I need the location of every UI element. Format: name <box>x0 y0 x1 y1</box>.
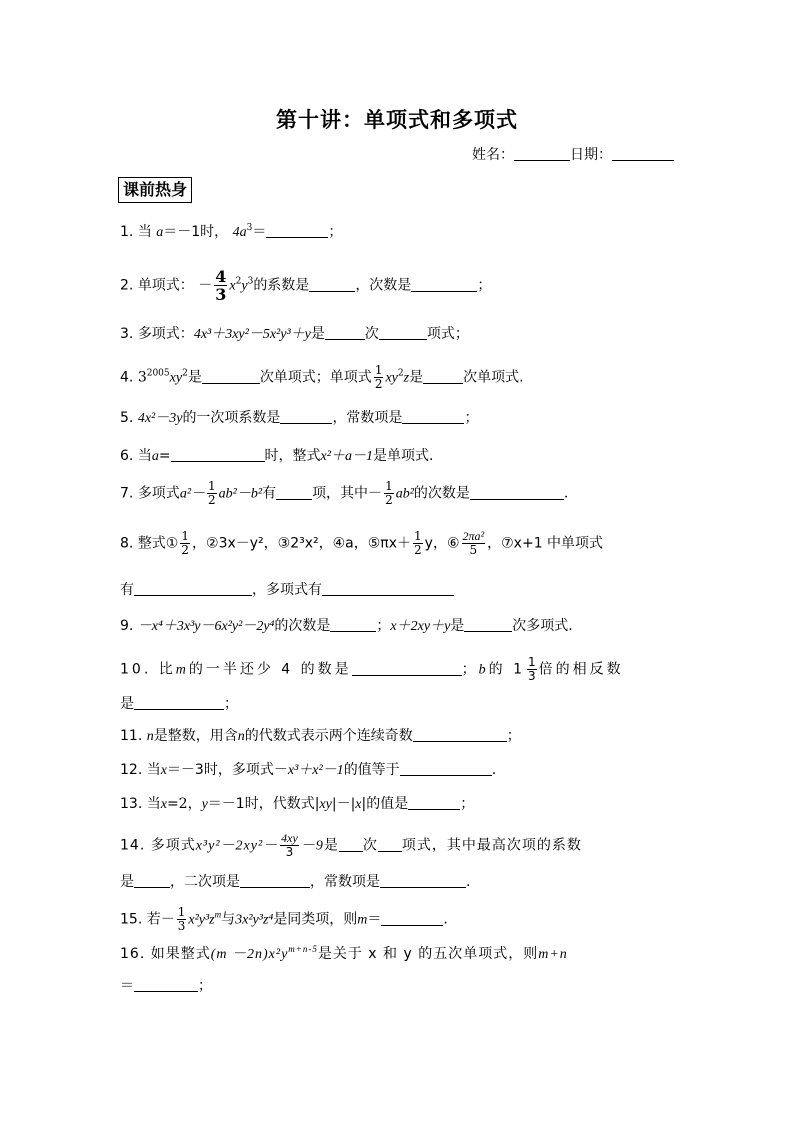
question-16-line-2: ＝ ； <box>120 978 212 994</box>
answer-blank[interactable] <box>280 409 332 424</box>
answer-blank[interactable] <box>464 617 512 632</box>
fraction: $\frac{1}{3}$ <box>528 655 536 683</box>
name-blank[interactable] <box>514 146 570 161</box>
answer-blank[interactable] <box>411 277 477 292</box>
question-10: 10. 比m的一半还少 4 的数是 ；b的 1 $\frac{1}{3}$ 倍的相反数 <box>120 655 624 683</box>
date-blank[interactable] <box>612 146 674 161</box>
answer-blank[interactable] <box>330 617 376 632</box>
question-3: 3. 多项式：4x³＋3xy²－5x²y³＋y是 次 项式； <box>120 326 469 342</box>
answer-blank[interactable] <box>380 873 466 888</box>
question-6: 6. 当a= 时，整式x²＋a－1是单项式. <box>120 448 434 464</box>
answer-blank[interactable] <box>378 837 402 852</box>
question-1: 1. 当 a＝－1时， $4a^3=$ ； <box>120 223 343 240</box>
question-8: 8. 整式① $\frac{1}{2}$ ，②3x－y²，③2³x²，④a，⑤πx＋ $\frac{1}{2}$ y，⑥ $\frac{\text{2πa²}}{5}$ ，⑦x+1 中单项式 <box>120 529 604 557</box>
answer-blank[interactable] <box>470 485 564 500</box>
answer-blank[interactable] <box>276 485 312 500</box>
question-14: 14. 多项式x³y²－2xy²－ $\frac{4xy}{3}$ －9是 次 项式，其中最高次项的系数 <box>120 831 582 859</box>
page-title: 第十讲：单项式和多项式 <box>276 108 518 132</box>
fraction: $\frac{4}{3}$ <box>215 267 227 304</box>
answer-blank[interactable] <box>339 837 363 852</box>
question-9: 9. －x⁴＋3x³y－6x²y²－2y⁴的次数是 ；x＋2xy＋y是 次多项式. <box>120 618 573 634</box>
answer-blank[interactable] <box>400 761 492 776</box>
question-13: 13. 当x=2，y＝－1时，代数式|xy|－|x|的值是 ； <box>120 796 475 812</box>
section-heading: 课前热身 <box>118 177 192 203</box>
answer-blank[interactable] <box>413 727 507 742</box>
name-date-line <box>472 144 674 164</box>
fraction: $\frac{1}{2}$ <box>374 363 383 391</box>
fraction: $\frac{1}{2}$ <box>208 479 216 507</box>
answer-blank[interactable] <box>240 873 310 888</box>
answer-blank[interactable] <box>402 409 464 424</box>
question-15: 15. 若－ $\frac{1}{3}$ $x^2y^3z^m$与3x²y³z⁴是同类项，则m＝ . <box>120 905 448 933</box>
question-14-line-2: 是 ，二次项是 ，常数项是 . <box>120 874 471 890</box>
fraction: $\frac{\text{2πa²}}{5}$ <box>462 529 485 557</box>
answer-blank[interactable] <box>134 873 170 888</box>
question-5: 5. 4x²－3y的一次项系数是 ，常数项是 ； <box>120 410 479 426</box>
answer-blank[interactable] <box>381 911 443 926</box>
date-label: 日期： <box>570 147 612 163</box>
fraction: $\frac{1}{3}$ <box>177 905 186 933</box>
answer-blank[interactable] <box>266 223 328 238</box>
question-7: 7. 多项式a²－ $\frac{1}{2}$ ab²－b²有 项，其中－ $\frac{1}{2}$ ab²的次数是 . <box>120 479 569 507</box>
answer-blank[interactable] <box>408 795 460 810</box>
answer-blank[interactable] <box>322 581 454 596</box>
fraction: $\frac{1}{2}$ <box>181 529 190 557</box>
question-4: 4. $3^{2005}xy^2$是 次单项式；单项式 $\frac{1}{2}$ $xy^2z$是 次单项式. <box>120 363 524 391</box>
question-12: 12. 当x＝－3时，多项式－x³＋x²－1的值等于 . <box>120 762 497 778</box>
question-16: 16. 如果整式$(m -2n)x^2y^{m+n-5}$是关于 x 和 y 的五次单项式，则m+n <box>120 944 568 962</box>
fraction: $\frac{1}{2}$ <box>414 529 422 557</box>
answer-blank[interactable] <box>134 581 252 596</box>
question-11: 11. n是整数，用含n的代数式表示两个连续奇数 ； <box>120 728 521 744</box>
fraction: $\frac{1}{2}$ <box>385 479 393 507</box>
question-2: 2. 单项式： － $\frac{4}{3}$ $x^2y^3$的系数是 ，次数是 ； <box>120 267 492 304</box>
answer-blank[interactable] <box>134 695 224 710</box>
answer-blank[interactable] <box>352 661 462 676</box>
answer-blank[interactable] <box>423 369 463 384</box>
answer-blank[interactable] <box>171 447 265 462</box>
name-label: 姓名： <box>472 147 514 163</box>
answer-blank[interactable] <box>325 325 365 340</box>
answer-blank[interactable] <box>379 325 427 340</box>
answer-blank[interactable] <box>309 277 355 292</box>
answer-blank[interactable] <box>202 369 260 384</box>
fraction: $\frac{4xy}{3}$ <box>281 831 298 859</box>
question-number: 1. <box>120 224 134 240</box>
answer-blank[interactable] <box>134 977 198 992</box>
question-8-line-2: 有 ，多项式有 <box>120 580 454 600</box>
question-10-line-2: 是 ； <box>120 696 238 712</box>
